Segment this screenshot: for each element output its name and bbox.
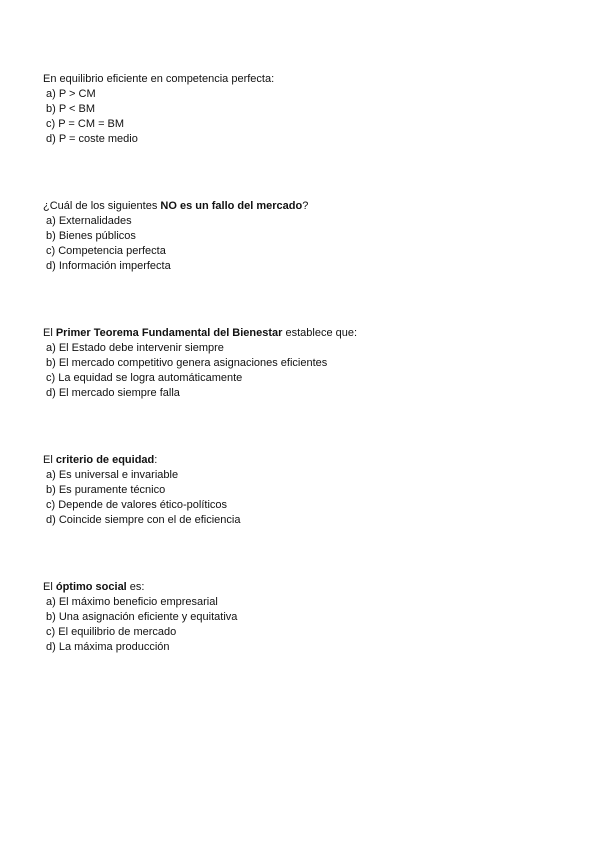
stem-text: :	[154, 454, 158, 466]
option-a	[43, 214, 563, 229]
option-letter: b)	[46, 357, 56, 369]
stem-text: El	[43, 454, 56, 466]
option-text: La máxima producción	[58, 641, 170, 653]
stem-text: establece que:	[282, 327, 358, 339]
option-letter: d)	[46, 387, 56, 399]
option-letter: a)	[46, 215, 56, 227]
options-list	[43, 595, 563, 655]
option-text: El equilibrio de mercado	[58, 626, 177, 638]
option-letter: b)	[46, 484, 56, 496]
option-d	[43, 640, 563, 655]
option-b	[43, 102, 563, 117]
option-letter: a)	[46, 469, 56, 481]
option-letter: a)	[46, 88, 56, 100]
option-c	[43, 625, 563, 640]
stem-text: ?	[302, 200, 309, 212]
option-c	[43, 498, 563, 513]
option-letter: b)	[46, 230, 56, 242]
question-stem	[43, 72, 563, 87]
option-letter: d)	[46, 641, 56, 653]
option-d	[43, 259, 563, 274]
option-text: El mercado siempre falla	[58, 387, 180, 399]
option-letter: c)	[46, 245, 56, 257]
option-letter: d)	[46, 260, 56, 272]
option-letter: c)	[46, 499, 56, 511]
option-letter: a)	[46, 342, 56, 354]
stem-text: ¿Cuál de los siguientes	[43, 200, 161, 212]
option-b	[43, 610, 563, 625]
option-text: Es universal e invariable	[58, 469, 179, 481]
question-3	[43, 326, 563, 401]
option-text: El máximo beneficio empresarial	[58, 596, 218, 608]
option-text: La equidad se logra automáticamente	[58, 372, 243, 384]
question-stem	[43, 199, 563, 214]
question-stem	[43, 580, 563, 595]
option-letter: d)	[46, 133, 56, 145]
question-5	[43, 580, 563, 655]
option-b	[43, 356, 563, 371]
option-text: Una asignación eficiente y equitativa	[58, 611, 238, 623]
option-text: P < BM	[58, 103, 96, 115]
option-text: Información imperfecta	[58, 260, 171, 272]
option-letter: d)	[46, 514, 56, 526]
option-b	[43, 229, 563, 244]
stem-emphasis: óptimo social	[55, 581, 127, 593]
option-text: Competencia perfecta	[58, 245, 166, 257]
option-a	[43, 468, 563, 483]
stem-emphasis: Primer Teorema Fundamental del Bienestar	[55, 327, 283, 339]
option-d	[43, 132, 563, 147]
options-list	[43, 341, 563, 401]
stem-emphasis: criterio de equidad	[55, 454, 155, 466]
option-text: P > CM	[58, 88, 96, 100]
question-stem	[43, 326, 563, 341]
stem-text: es:	[126, 581, 145, 593]
question-2	[43, 199, 563, 274]
option-text: El mercado competitivo genera asignaciones eficientes	[58, 357, 328, 369]
option-text: P = coste medio	[58, 133, 138, 145]
option-c	[43, 244, 563, 259]
option-letter: c)	[46, 118, 56, 130]
question-4	[43, 453, 563, 528]
option-text: Es puramente técnico	[58, 484, 166, 496]
option-text: Externalidades	[58, 215, 132, 227]
options-list	[43, 87, 563, 147]
option-text: Depende de valores ético-políticos	[58, 499, 227, 511]
option-c	[43, 371, 563, 386]
stem-text: El	[43, 581, 56, 593]
option-c	[43, 117, 563, 132]
question-1	[43, 72, 563, 147]
option-d	[43, 513, 563, 528]
option-text: Bienes públicos	[58, 230, 136, 242]
option-d	[43, 386, 563, 401]
question-stem	[43, 453, 563, 468]
options-list	[43, 214, 563, 274]
stem-emphasis: NO es un fallo del mercado	[160, 200, 303, 212]
option-a	[43, 341, 563, 356]
option-a	[43, 87, 563, 102]
option-letter: b)	[46, 611, 56, 623]
option-letter: c)	[46, 372, 56, 384]
option-letter: b)	[46, 103, 56, 115]
option-a	[43, 595, 563, 610]
option-text: P = CM = BM	[58, 118, 125, 130]
stem-text: El	[43, 327, 56, 339]
option-b	[43, 483, 563, 498]
option-text: Coincide siempre con el de eficiencia	[58, 514, 241, 526]
options-list	[43, 468, 563, 528]
option-letter: a)	[46, 596, 56, 608]
option-letter: c)	[46, 626, 56, 638]
option-text: El Estado debe intervenir siempre	[58, 342, 224, 354]
stem-text: En equilibrio eficiente en competencia perfecta:	[43, 73, 275, 85]
